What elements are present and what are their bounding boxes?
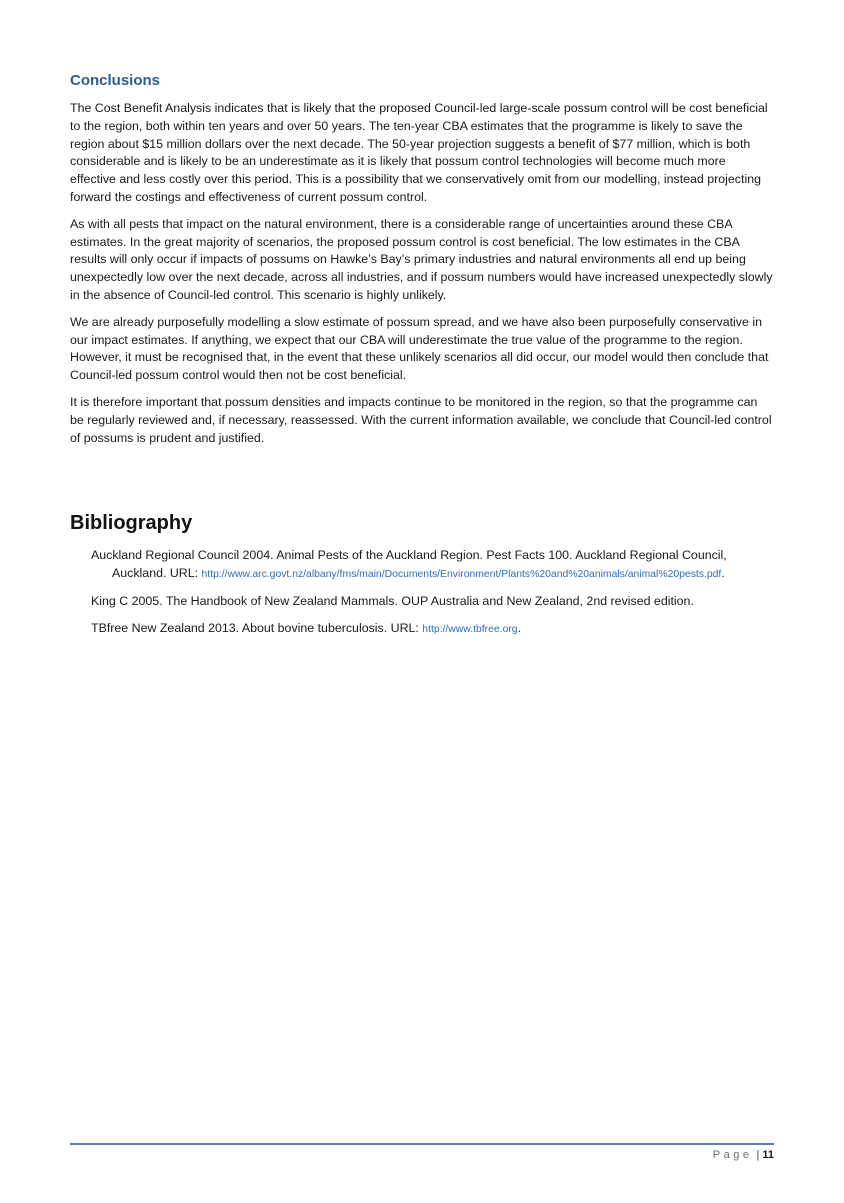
footer-separator: | <box>756 1149 760 1161</box>
bibliography-section <box>70 509 774 638</box>
reference-item-king <box>70 593 774 611</box>
conclusions-paragraph-3: We are already purposefully modelling a slow estimate of possum spread, and we have also been purposefully conservative in our impact estimates. If anything, we expect that our CBA will underestimate the true value of the programme to the region. However, it must be recognised that, in the event that these unlikely scenarios all did occur, our model would then conclude that Council-led possum control would then not be cost beneficial. <box>70 314 769 383</box>
reference-link[interactable]: http://www.arc.govt.nz/albany/fms/main/Documents/Environment/Plants%20and%20animals/animal%20pests.pdf <box>201 569 722 581</box>
conclusions-paragraph-2: As with all pests that impact on the natural environment, there is a considerable range of uncertainties around these CBA estimates. In the great majority of scenarios, the proposed possum control is cost beneficial. The low estimates in the CBA results will only occur if impacts of possums on Hawke’s Bay’s primary industries and natural environments all end up being unexpectedly low over the next decade, across all industries, and if possum numbers would have increased unexpectedly slowly in the absence of Council-led control. This scenario is highly unlikely. <box>70 216 773 302</box>
reference-item-arc <box>70 547 774 584</box>
conclusions-heading: Conclusions <box>70 72 161 89</box>
conclusions-paragraph-1: The Cost Benefit Analysis indicates that is likely that the proposed Council-led large-scale possum control will be cost beneficial to the region, both within ten years and over 50 years. The ten-year CBA estimates that the programme is likely to save the region about $15 million dollars over the next decade. The 50-year projection suggests a benefit of $77 million, which is both considerable and is likely to be an underestimate as it is likely that possum control technologies will become much more effective and less costly over this period. This is a possibility that we conservatively omit from our modelling, instead projecting forward the costings and effectiveness of current possum control. <box>70 101 768 204</box>
reference-text: Auckland Regional Council 2004. Animal Pests of the Auckland Region. Pest Facts 100. Auckland Regional Council, Auckland. URL: <box>91 548 727 581</box>
conclusions-section <box>70 70 774 447</box>
reference-text: TBfree New Zealand 2013. About bovine tuberculosis. URL: <box>91 620 423 635</box>
conclusions-paragraph-4: It is therefore important that possum densities and impacts continue to be monitored in the region, so that the programme can be regularly reviewed and, if necessary, reassessed. With the current information available, we conclude that Council-led control of possums is prudent and justified. <box>70 394 772 445</box>
page-word-label: Page <box>712 1149 753 1161</box>
reference-text: King C 2005. The Handbook of New Zealand Mammals. OUP Australia and New Zealand, 2nd revised edition. <box>91 593 694 608</box>
bibliography-heading: Bibliography <box>70 512 193 535</box>
footer-divider <box>70 1143 774 1145</box>
reference-terminator: . <box>517 620 522 635</box>
reference-link[interactable]: http://www.tbfree.org <box>422 623 518 635</box>
page-content <box>70 70 774 648</box>
page-footer <box>713 1149 774 1161</box>
reference-terminator: . <box>721 566 725 581</box>
reference-list <box>70 547 774 638</box>
reference-item-tbfree <box>70 620 774 639</box>
page-number: 11 <box>762 1149 774 1161</box>
